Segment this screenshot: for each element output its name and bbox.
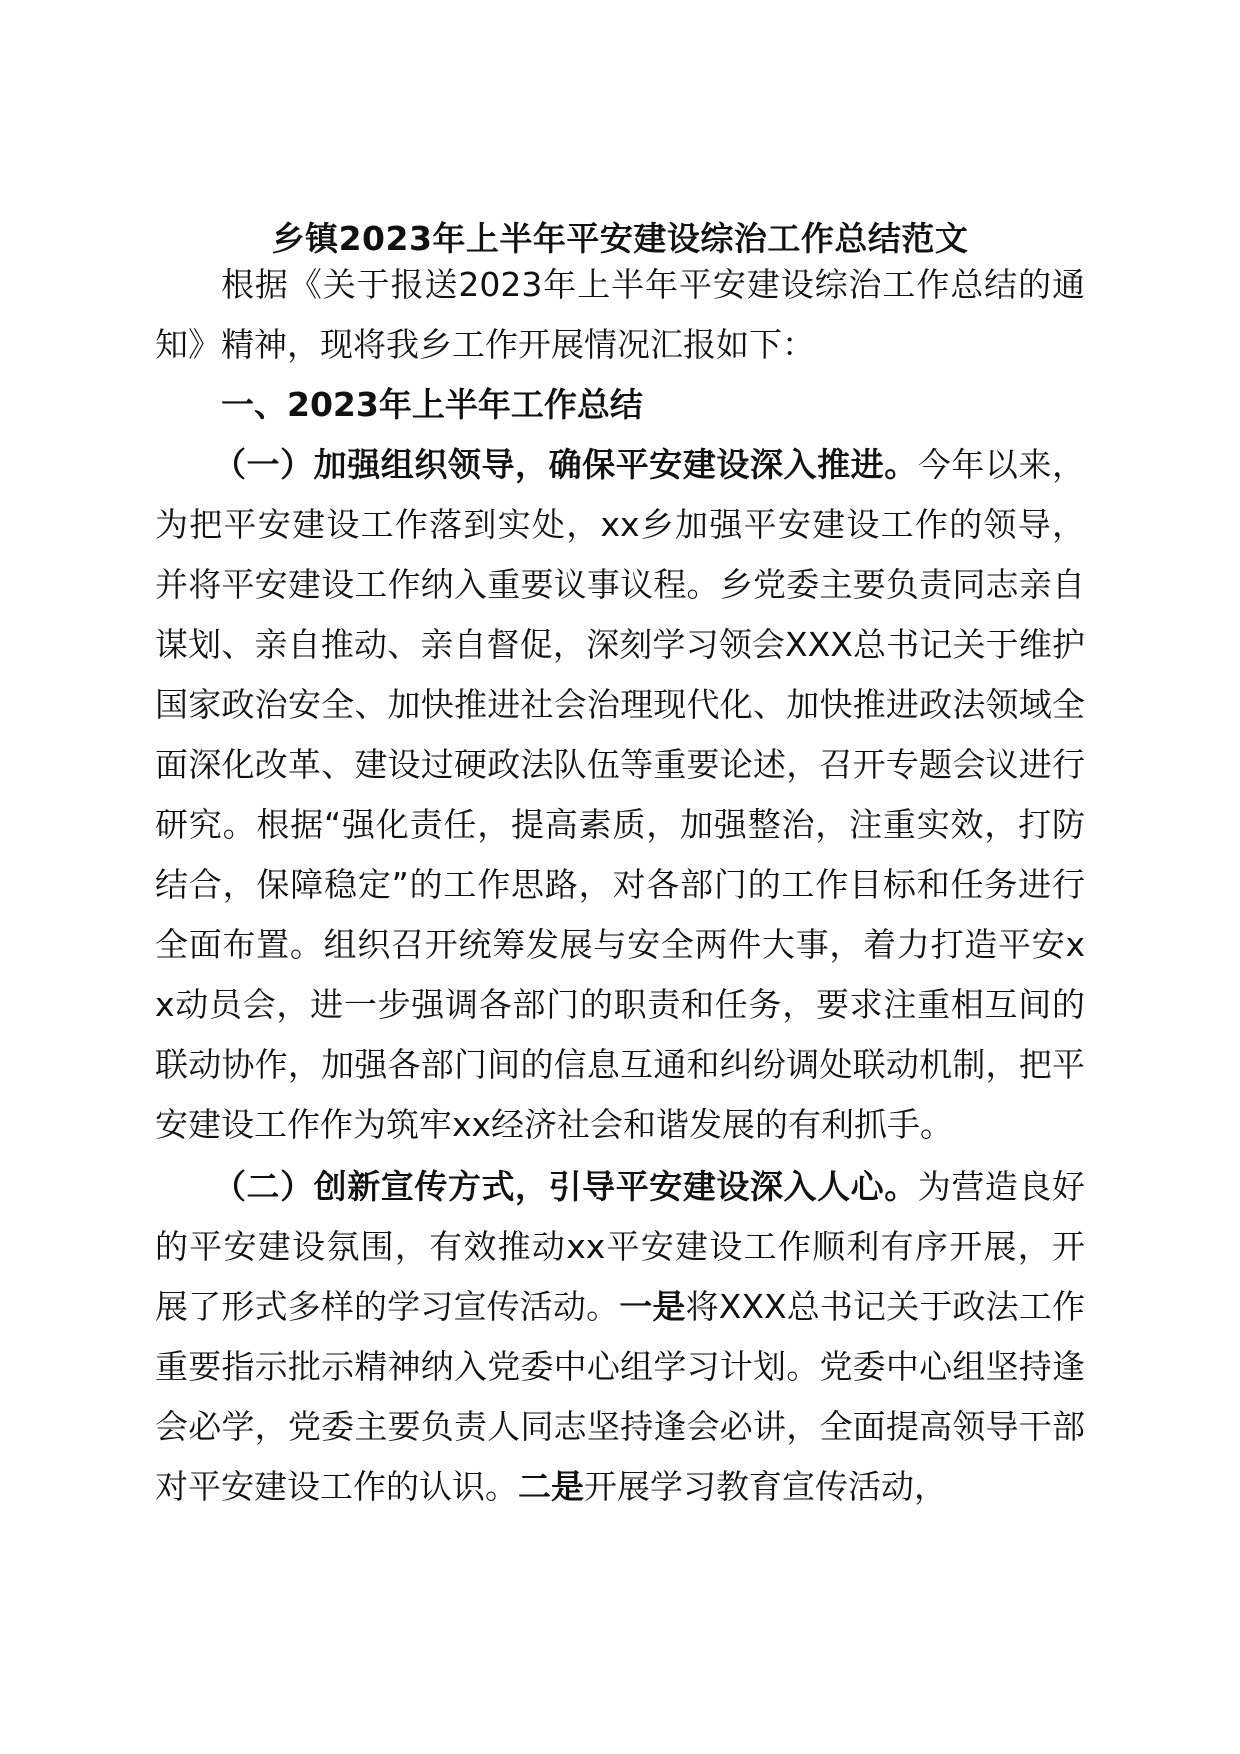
- intro-paragraph: 根据《关于报送2023年上半年平安建设综治工作总结的通知》精神，现将我乡工作开展情况汇报如下：: [155, 265, 1085, 364]
- paragraph-lead: （一）加强组织领导，确保平安建设深入推进。: [213, 445, 918, 484]
- list-marker: 二是: [518, 1467, 584, 1506]
- paragraph-text: 开展学习教育宣传活动，: [584, 1467, 947, 1506]
- paragraph-text: 将XXX总书记关于政法工作重要指示批示精神纳入党委中心组学习计划。党委中心组坚持逢会必学，党委主要负责人同志坚持逢会必讲，全面提高领导干部对平安建设工作的认识。: [155, 1287, 1086, 1506]
- list-marker: 一是: [619, 1287, 686, 1326]
- paragraph-lead: （二）创新宣传方式，引导平安建设深入人心。: [213, 1167, 918, 1206]
- section-heading: 一、2023年上半年工作总结: [221, 385, 643, 424]
- document-body: [155, 255, 1085, 1517]
- paragraph-publicity: [155, 1157, 1085, 1517]
- paragraph-text: 为营造良好的平安建设氛围，有效推动xx平安建设工作顺利有序开展，开展了形式多样的学习宣传活动。: [155, 1167, 1086, 1326]
- paragraph-text: 今年以来，为把平安建设工作落到实处，xx乡加强平安建设工作的领导，并将平安建设工作纳入重要议事议程。乡党委主要负责同志亲自谋划、亲自推动、亲自督促，深刻学习领会XXX总书记关于维护国家政治安全、加快推进社会治理现代化、加快推进政法领域全面深化改革、建设过硬政法队伍等重要论述，召开专题会议进行研究。根据“强化责任，提高素质，加强整治，注重实效，打防结合，保障稳定”的工作思路，对各部门的工作目标和任务进行全面布置。组织召开统筹发展与安全两件大事，着力打造平安xx动员会，进一步强调各部门的职责和任务，要求注重相互间的联动协作，加强各部门间的信息互通和纠纷调处联动机制，把平安建设工作作为筑牢xx经济社会和谐发展的有利抓手。: [155, 445, 1086, 1144]
- paragraph-organization: [155, 435, 1085, 1155]
- document-title: 乡镇2023年上半年平安建设综治工作总结范文: [271, 219, 969, 258]
